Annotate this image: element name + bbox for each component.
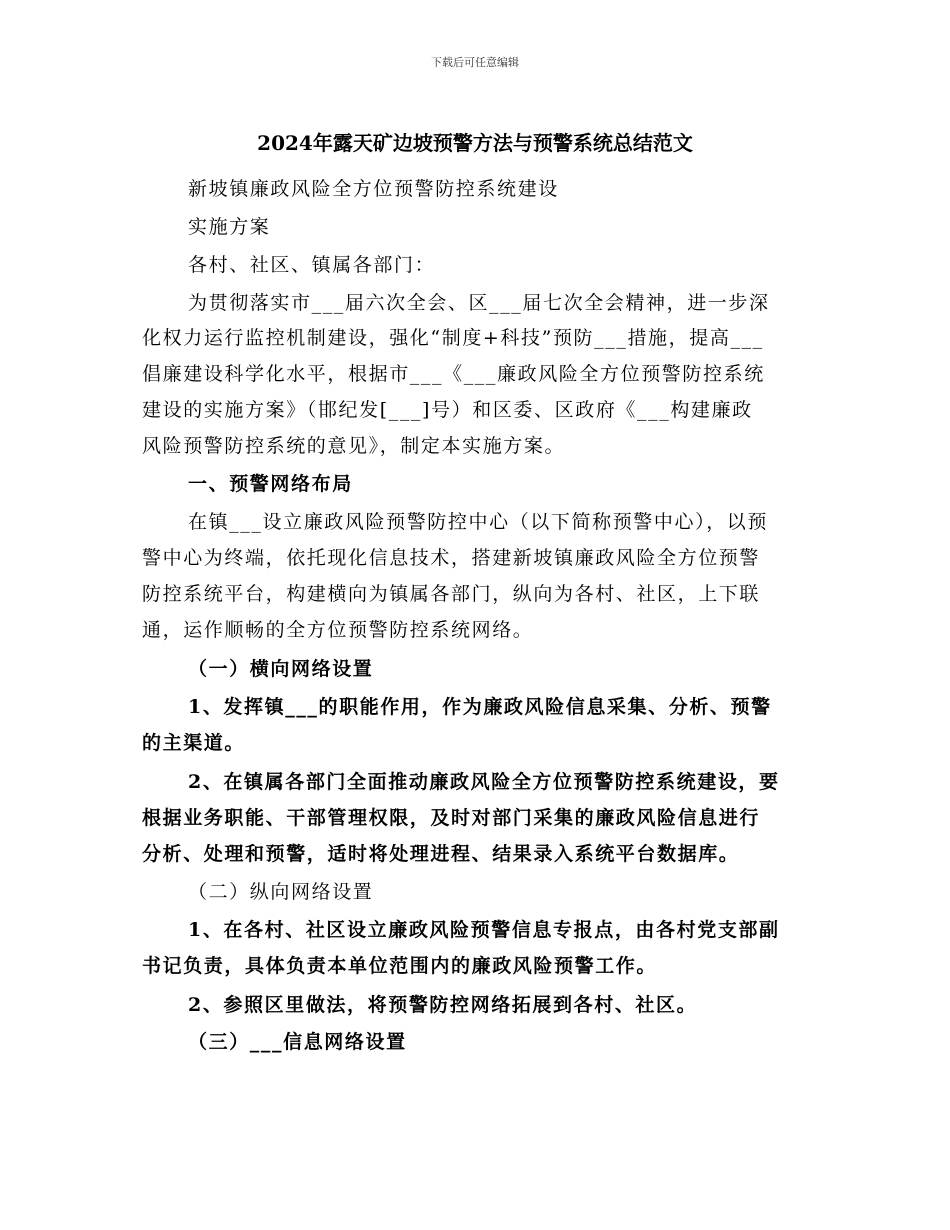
paragraph-line: 防控系统平台，构建横向为镇属各部门，纵向为各村、社区，上下联	[142, 583, 761, 605]
paragraph-line: 在镇___设立廉政风险预警防控中心（以下简称预警中心），以预	[188, 511, 769, 533]
paragraph-line: 分析、处理和预警，适时将处理进程、结果录入系统平台数据库。	[142, 843, 740, 865]
subsection-heading: （三）___信息网络设置	[188, 1031, 407, 1053]
paragraph-line: 通，运作顺畅的全方位预警防控系统网络。	[142, 619, 534, 641]
paragraph-line: 1、在各村、社区设立廉政风险预警信息专报点，由各村党支部副	[188, 919, 780, 941]
paragraph-line: 根据业务职能、干部管理权限，及时对部门采集的廉政风险信息进行	[142, 807, 761, 829]
paragraph-line: 2、参照区里做法，将预警防控网络拓展到各村、社区。	[188, 994, 698, 1016]
section-heading: 一、预警网络布局	[188, 473, 353, 495]
paragraph-line: 实施方案	[188, 216, 271, 238]
document-title: 2024年露天矿边坡预警方法与预警系统总结范文	[257, 131, 693, 155]
paragraph-line: 新坡镇廉政风险全方位预警防控系统建设	[188, 178, 559, 200]
subsection-heading: （一）横向网络设置	[188, 658, 374, 680]
paragraph-line: 化权力运行监控机制建设，强化“制度+科技”预防___措施，提高___	[142, 327, 764, 349]
paragraph-line: 的主渠道。	[142, 732, 246, 754]
paragraph-line: 1、发挥镇___的职能作用，作为廉政风险信息采集、分析、预警	[188, 696, 772, 718]
paragraph-line: 各村、社区、镇属各部门：	[188, 254, 436, 276]
paragraph-line: 倡廉建设科学化水平，根据市___《___廉政风险全方位预警防控系统	[142, 363, 765, 385]
paragraph-line: 为贯彻落实市___届六次全会、区___届七次全会精神，进一步深	[188, 292, 770, 314]
header-note: 下载后可任意编辑	[431, 56, 519, 69]
paragraph-line: 警中心为终端，依托现化信息技术，搭建新坡镇廉政风险全方位预警	[142, 547, 761, 569]
paragraph-line: 2、在镇属各部门全面推动廉政风险全方位预警防控系统建设，要	[188, 771, 780, 793]
paragraph-line: 建设的实施方案》（邯纪发[___]号）和区委、区政府《___构建廉政	[142, 399, 753, 421]
paragraph-line: 书记负责，具体负责本单位范围内的廉政风险预警工作。	[142, 955, 658, 977]
paragraph-line: 风险预警防控系统的意见》，制定本实施方案。	[142, 435, 566, 457]
subsection-heading: （二）纵向网络设置	[188, 881, 374, 903]
